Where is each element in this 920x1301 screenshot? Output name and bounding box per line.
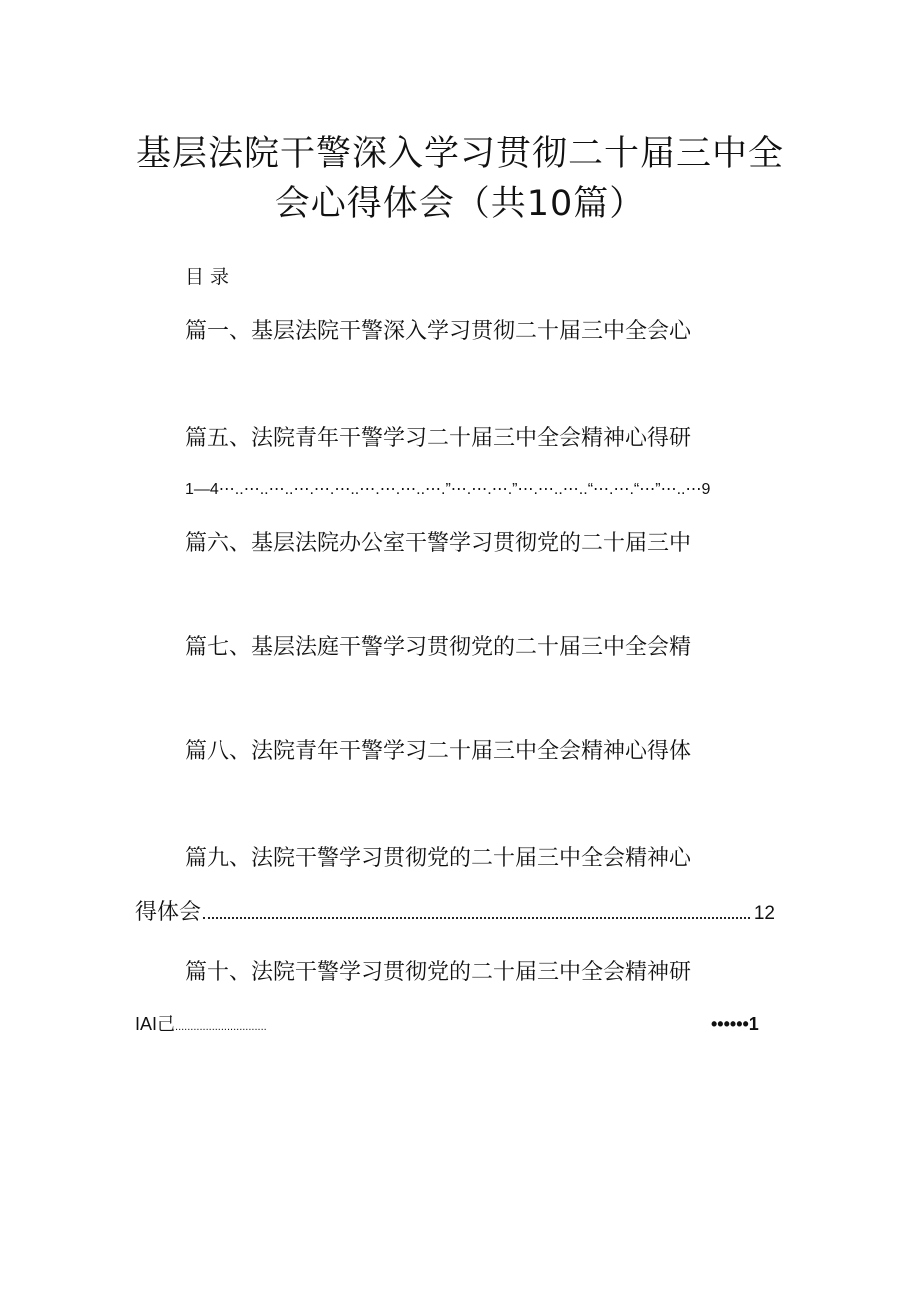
dot-leader (203, 916, 750, 919)
toc-entry-10-broken-right: ••••••1 (711, 1014, 759, 1034)
toc-entry-10-broken-left (135, 1013, 267, 1038)
toc-entry-8: 篇八、法院青年干警学习二十届三中全会精神心得体 (185, 739, 692, 764)
toc-entry-5-page-line: 1—4⋯..⋯..⋯..⋯.⋯.⋯..⋯.⋯.⋯..⋯.”⋯.⋯.⋯.”⋯.⋯..⋯..“⋯.⋯.“⋯”⋯..⋯9 (185, 481, 711, 498)
toc-entry-7: 篇七、基层法庭干警学习贯彻党的二十届三中全会精 (185, 635, 692, 660)
toc-entry-10: 篇十、法院干警学习贯彻党的二十届三中全会精神研 (185, 960, 692, 985)
toc-entry-10-broken-text: IAI己 (135, 1014, 176, 1034)
toc-entry-9: 篇九、法院干警学习贯彻党的二十届三中全会精神心 (185, 846, 692, 871)
toc-entry-6: 篇六、基层法院办公室干警学习贯彻党的二十届三中 (185, 531, 692, 556)
toc-entry-10-tiny-dots: .............................. (175, 1021, 267, 1033)
toc-entry-9-continuation: 得体会 (135, 900, 202, 925)
document-title-line-2: 会心得体会（共10篇） (274, 184, 646, 224)
toc-heading: 目录 (185, 266, 236, 288)
document-title-line-1: 基层法院干警深入学习贯彻二十届三中全 (135, 134, 784, 174)
toc-entry-9-page-number: 12 (753, 903, 775, 924)
toc-entry-5: 篇五、法院青年干警学习二十届三中全会精神心得研 (185, 426, 692, 451)
toc-entry-9-page-line (135, 898, 775, 928)
toc-entry-1: 篇一、基层法院干警深入学习贯彻二十届三中全会心 (185, 319, 692, 344)
